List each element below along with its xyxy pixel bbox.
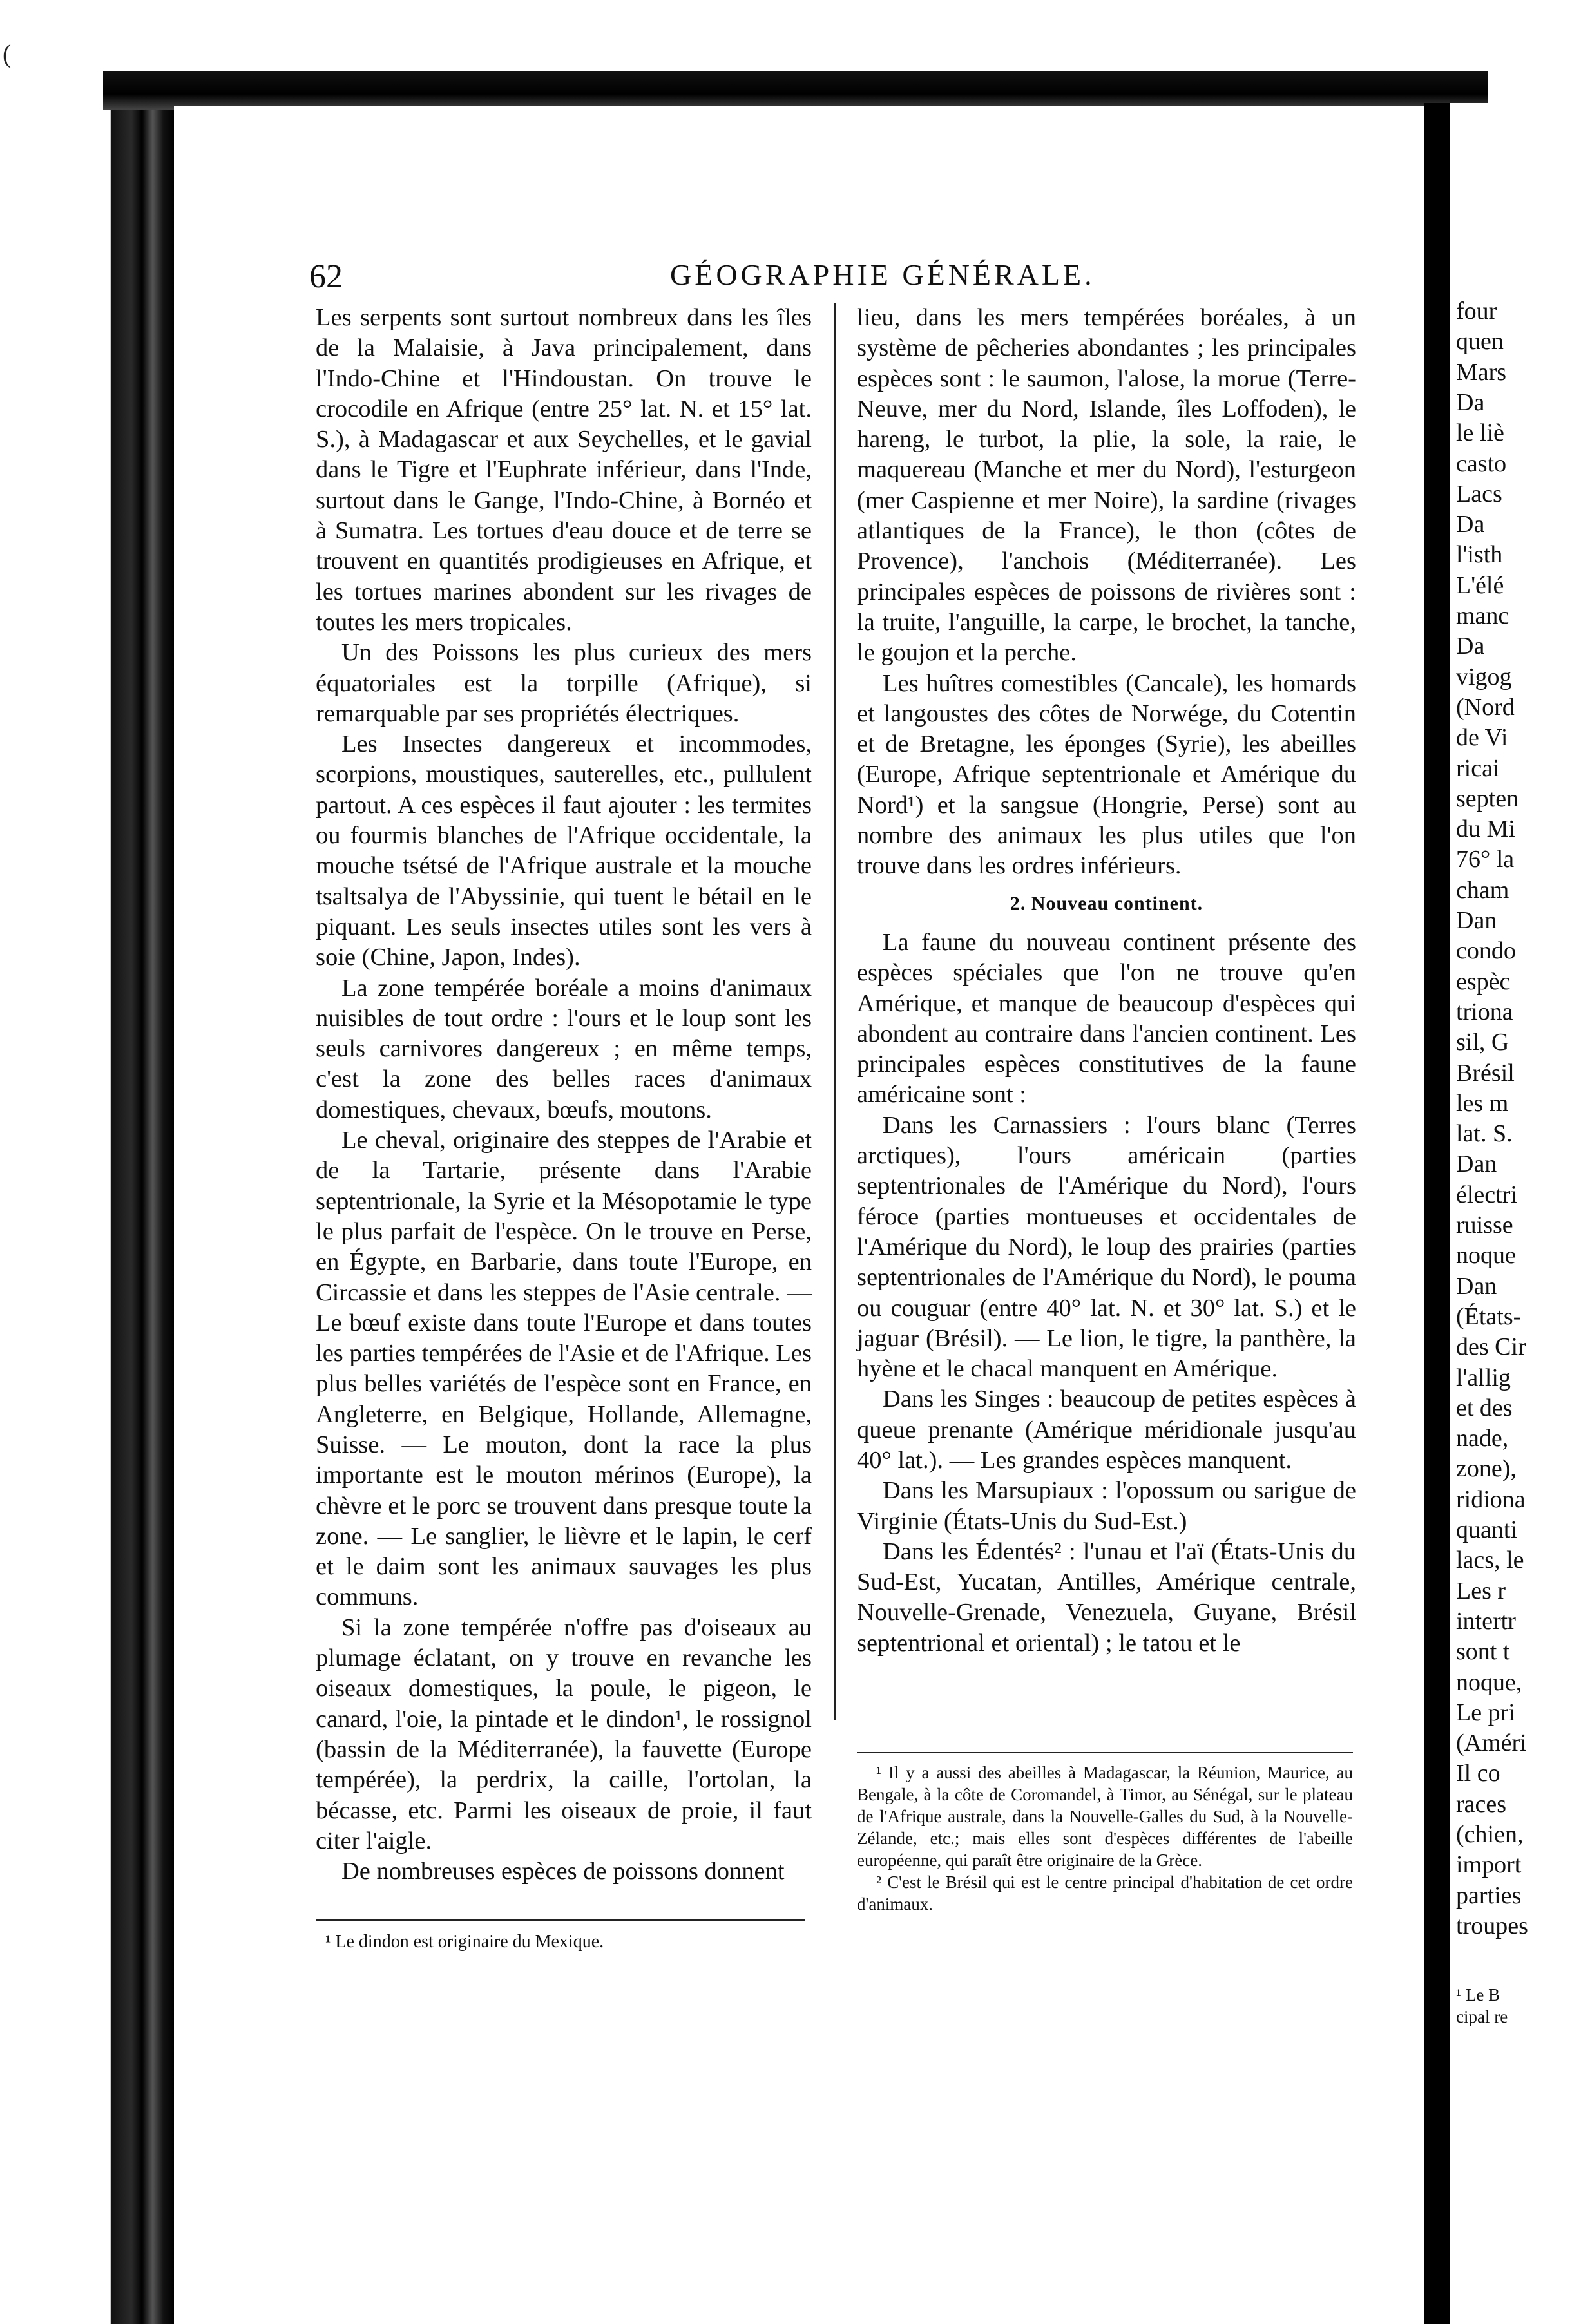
adjacent-line: condo [1456, 937, 1516, 965]
paragraph: Dans les Singes : beaucoup de petites espèces à queue prenante (Amérique méridionale jusqu'au 40° lat.). — Les grandes espèces manquent. [857, 1386, 1356, 1474]
adjacent-line: les m [1456, 1089, 1509, 1117]
adjacent-line: (États- [1456, 1302, 1522, 1330]
adjacent-line: Brésil [1456, 1059, 1515, 1087]
adjacent-line: sont t [1456, 1638, 1510, 1666]
adjacent-line: quen [1456, 328, 1504, 356]
adjacent-line: des Cir [1456, 1333, 1526, 1361]
adjacent-line: casto [1456, 450, 1507, 477]
adjacent-line: Da [1456, 511, 1485, 538]
adjacent-line: ricai [1456, 754, 1500, 782]
paragraph: Dans les Édentés² : l'unau et l'aï (États-Unis du Sud-Est, Yucatan, Antilles, Amérique centrale, Nouvelle-Grenade, Venezuela, Guyane, Brésil septentrional et oriental) ; le tatou et le [857, 1538, 1356, 1657]
adjacent-line: Mars [1456, 358, 1507, 386]
paragraph: La zone tempérée boréale a moins d'animaux nuisibles de tout ordre : l'ours et le loup sont les seuls carnivores dangereux ; en même temps, c'est la zone des belles races d'animaux domestiques, chevaux, bœufs, moutons. [316, 974, 812, 1123]
adjacent-line: Dan [1456, 907, 1497, 934]
adjacent-footnote-line: cipal re [1456, 2007, 1508, 2026]
adjacent-line: (Améri [1456, 1729, 1527, 1757]
adjacent-line: ruisse [1456, 1212, 1513, 1239]
adjacent-line: sil, G [1456, 1029, 1509, 1056]
adjacent-line: l'isth [1456, 541, 1503, 569]
adjacent-line: races [1456, 1790, 1507, 1818]
paragraph: Un des Poissons les plus curieux des mers équatoriales est la torpille (Afrique), si remarquable par ses propriétés électriques. [316, 639, 812, 727]
adjacent-line: intertr [1456, 1607, 1516, 1635]
adjacent-line: noque, [1456, 1668, 1522, 1696]
adjacent-line: septen [1456, 785, 1519, 812]
adjacent-line: Da [1456, 388, 1485, 416]
paragraph: Les huîtres comestibles (Cancale), les homards et langoustes des côtes de Norwége, du Cotentin et de Bretagne, les éponges (Syrie), les abeilles (Europe, Afrique septentrionale et Amérique du Nord¹) et la sangsue (Hongrie, Perse) sont au nombre des animaux les plus utiles que l'on trouve dans les ordres inférieurs. [857, 669, 1356, 880]
section-heading: 2. Nouveau continent. [1010, 892, 1203, 914]
adjacent-line: vigog [1456, 663, 1512, 691]
paragraph: Dans les Marsupiaux : l'opossum ou sarigue de Virginie (États-Unis du Sud-Est.) [857, 1477, 1356, 1535]
paragraph: La faune du nouveau continent présente des espèces spéciales que l'on ne trouve qu'en Amérique, et manque de beaucoup d'espèces qui abondent au contraire dans l'ancien continent. Les principales espèces constitutives de la faune américaine sont : [857, 928, 1356, 1109]
adjacent-line: lacs, le [1456, 1547, 1524, 1574]
footnote-left: ¹ Le dindon est originaire du Mexique. [325, 1932, 604, 1952]
adjacent-line: four [1456, 298, 1497, 325]
adjacent-page-fragment [1450, 103, 1581, 2324]
paragraph: Les Insectes dangereux et incommodes, scorpions, moustiques, sauterelles, etc., pullulent partout. A ces espèces il faut ajouter : les termites ou fourmis blanches de l'Afrique occidentale, la mouche tsétsé de l'Afrique australe et la mouche tsaltsalya de l'Abyssinie, qui tuent le bétail en le piquant. Les seuls insectes utiles sont les vers à soie (Chine, Japon, Indes). [316, 730, 812, 971]
adjacent-line: L'élé [1456, 571, 1504, 599]
adjacent-line: Dan [1456, 1150, 1497, 1178]
adjacent-line: troupes [1456, 1912, 1528, 1939]
adjacent-line: Le pri [1456, 1699, 1515, 1726]
adjacent-line: ridiona [1456, 1485, 1526, 1513]
left-column [316, 303, 812, 1887]
paragraph: De nombreuses espèces de poissons donnent [341, 1858, 785, 1885]
adjacent-line: noque [1456, 1242, 1516, 1270]
adjacent-line: Lacs [1456, 480, 1502, 508]
adjacent-line: l'allig [1456, 1364, 1511, 1391]
paragraph: Les serpents sont surtout nombreux dans les îles de la Malaisie, à Java principalement, dans l'Indo-Chine et l'Hindoustan. On trouve le crocodile en Afrique (entre 25° lat. N. et 15° lat. S.), à Madagascar et aux Seychelles, et le gavial dans le Tigre et l'Euphrate inférieur, dans l'Inde, surtout dans le Gange, l'Indo-Chine, à Bornéo et à Sumatra. Les tortues d'eau douce et de terre se trouvent en quantités prodigieuses en Afrique, et les tortues marines abondent sur les rivages de toutes les mers tropicales. [316, 304, 812, 636]
footnotes-right [857, 1762, 1353, 1915]
adjacent-line: nade, [1456, 1425, 1509, 1452]
adjacent-line: quanti [1456, 1516, 1517, 1543]
footnote-rule [316, 1919, 805, 1921]
adjacent-line: espèc [1456, 967, 1511, 995]
paragraph: Le cheval, originaire des steppes de l'Arabie et de la Tartarie, présente dans l'Arabie septentrionale, la Syrie et la Mésopotamie le type le plus parfait de l'espèce. On le trouve en Perse, en Égypte, en Barbarie, dans toute l'Europe, en Circassie et dans les steppes de l'Asie centrale. — Le bœuf existe dans toute l'Europe et dans toutes les parties tempérées de l'Asie et de l'Afrique. Les plus belles variétés de l'espèce sont en France, en Angleterre, en Belgique, Hollande, Allemagne, Suisse. — Le mouton, dont la race la plus importante est le mouton mérinos (Europe), la chèvre et le porc se trouvent dans presque toute la zone. — Le sanglier, le lièvre et le lapin, le cerf et le daim sont les animaux sauvages les plus communs. [316, 1127, 812, 1611]
adjacent-line: zone), [1456, 1455, 1517, 1483]
paragraph: Si la zone tempérée n'offre pas d'oiseaux au plumage éclatant, on y trouve en revanche les oiseaux domestiques, la poule, le pigeon, le canard, l'oie, la pintade et le dindon¹, le rossignol (bassin de la Méditerranée), la fauvette (Europe tempérée), la perdrix, la caille, l'ortolan, la bécasse, etc. Parmi les oiseaux de proie, il faut citer l'aigle. [316, 1614, 812, 1854]
adjacent-line: Dan [1456, 1272, 1497, 1300]
right-column [857, 303, 1356, 1659]
paragraph: lieu, dans les mers tempérées boréales, à un système de pêcheries abondantes ; les principales espèces sont : le saumon, l'alose, la morue (Terre-Neuve, mer du Nord, Islande, îles Loffoden), le hareng, le turbot, la plie, la sole, la raie, le maquereau (Manche et mer du Nord), l'esturgeon (mer Caspienne et mer Noire), la sardine (rivages atlantiques de la France), le thon (côtes de Provence), l'anchois (Méditerranée). Les principales espèces de poissons de rivières sont : la truite, l'anguille, la carpe, le brochet, la tanche, le goujon et la perche. [857, 304, 1356, 667]
footnote-rule [857, 1752, 1353, 1753]
page-header [309, 258, 1224, 303]
adjacent-line: manc [1456, 602, 1509, 629]
adjacent-line: et des [1456, 1394, 1513, 1422]
adjacent-line: Les r [1456, 1577, 1506, 1605]
column-divider [834, 303, 836, 1720]
gutter-shadow [1424, 103, 1450, 2324]
adjacent-line: triona [1456, 998, 1513, 1025]
adjacent-line: import [1456, 1851, 1522, 1879]
adjacent-line: 76° la [1456, 846, 1515, 873]
page-number: 62 [309, 258, 343, 295]
adjacent-line: parties [1456, 1881, 1522, 1909]
scan-artifact: ( [3, 39, 12, 68]
adjacent-footnote-line: ¹ Le B [1456, 1985, 1500, 2005]
adjacent-line: du Mi [1456, 815, 1515, 843]
adjacent-line: lat. S. [1456, 1120, 1513, 1148]
adjacent-line: (chien, [1456, 1821, 1524, 1848]
book-spine-shadow [103, 71, 174, 2324]
running-title: GÉOGRAPHIE GÉNÉRALE. [670, 258, 1095, 291]
adjacent-line: cham [1456, 876, 1509, 904]
adjacent-line: de Vi [1456, 724, 1508, 752]
adjacent-line: Il co [1456, 1760, 1500, 1787]
paragraph: Dans les Carnassiers : l'ours blanc (Terres arctiques), l'ours américain (parties septentrionales de l'Amérique du Nord), l'ours féroce (parties montueuses et occidentales de l'Amérique du Nord), le loup des prairies (parties septentrionales de l'Amérique du Nord), le pouma ou couguar (entre 40° lat. N. et 30° lat. S.) et le jaguar (Brésil). — Le lion, le tigre, la panthère, la hyène et le chacal manquent en Amérique. [857, 1111, 1356, 1383]
footnote: ² C'est le Brésil qui est le centre principal d'habitation de cet ordre d'animaux. [857, 1872, 1353, 1914]
adjacent-line: (Nord [1456, 693, 1515, 721]
adjacent-line: le liè [1456, 419, 1504, 447]
adjacent-line: électri [1456, 1181, 1517, 1208]
footnote: ¹ Il y a aussi des abeilles à Madagascar, la Réunion, Maurice, au Bengale, à la côte de Coromandel, à Timor, au Sénégal, sur le plateau de l'Afrique australe, dans la Nouvelle-Galles du Sud, à la Nouvelle-Zélande, etc.; mais elles sont d'espèces différentes de l'abeille européenne, qui paraît être originaire de la Grèce. [857, 1763, 1353, 1870]
adjacent-line: Da [1456, 633, 1485, 660]
top-edge-shadow [103, 71, 1488, 110]
